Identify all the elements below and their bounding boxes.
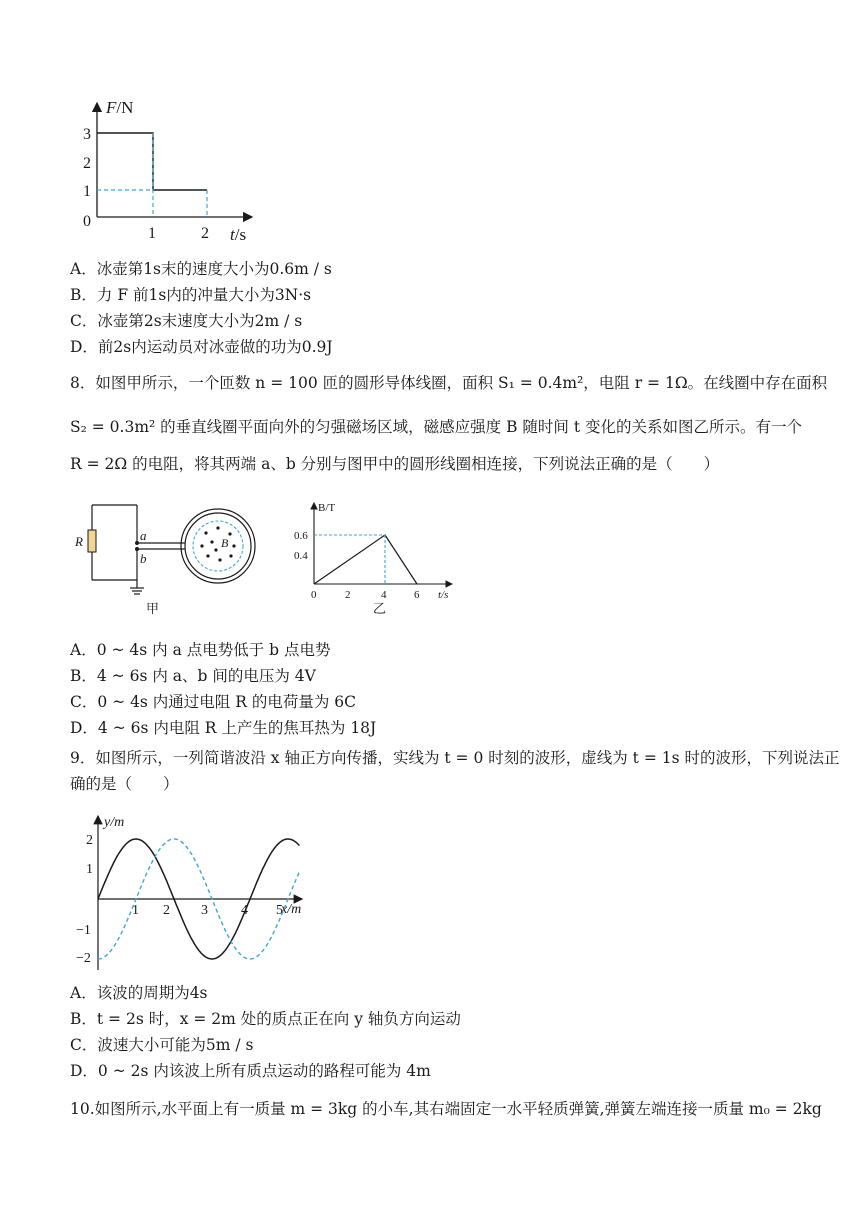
field-label: B <box>221 536 229 550</box>
caption-jia: 甲 <box>146 601 160 616</box>
q9-stem-line-2: 确的是（ ） <box>70 775 179 793</box>
q8-option-a: A．0 ~ 4s 内 a 点电势低于 b 点电势 <box>70 641 331 659</box>
q7-option-a: A．冰壶第1s末的速度大小为0.6m / s <box>70 260 332 278</box>
y-axis-label: y/m <box>104 815 125 830</box>
y-tick-0.4: 0.4 <box>294 550 308 562</box>
q8-option-c: C．0 ~ 4s 内通过电阻 R 的电荷量为 6C <box>70 693 356 711</box>
q8-figure-yi <box>290 497 470 622</box>
x-axis-label: t/s <box>230 225 247 244</box>
terminal-a-label: a <box>140 528 147 543</box>
x-tick-1: 1 <box>132 903 139 918</box>
y-tick-neg1: −1 <box>76 923 91 938</box>
field-dots <box>200 526 235 561</box>
y-tick-1: 1 <box>86 862 93 877</box>
x-tick-2: 2 <box>345 589 351 601</box>
origin-label: 0 <box>83 213 91 230</box>
q9-option-b: B．t = 2s 时，x = 2m 处的质点正在向 y 轴负方向运动 <box>70 1010 461 1028</box>
y-tick-neg2: −2 <box>76 951 91 966</box>
x-tick-5: 5 <box>276 903 283 918</box>
x-tick-3: 3 <box>201 903 208 918</box>
x-tick-2: 2 <box>201 225 209 242</box>
resistor-label: R <box>75 534 83 549</box>
y-tick-0.6: 0.6 <box>294 530 308 542</box>
q7-option-b: B．力 F 前1s内的冲量大小为3N·s <box>70 286 312 304</box>
x-tick-2: 2 <box>163 903 170 918</box>
q8-stem-line-3: R = 2Ω 的电阻，将其两端 a、b 分别与图甲中的圆形线圈相连接，下列说法正确的是（ ） <box>70 455 720 473</box>
q9-option-d: D．0 ~ 2s 内该波上所有质点运动的路程可能为 4m <box>70 1062 431 1080</box>
coil-inner <box>185 513 251 579</box>
q8-stem-line-1: 8．如图甲所示，一个匝数 n = 100 匝的圆形导体线圈，面积 S₁ = 0.4m²，电阻 r = 1Ω。在线圈中存在面积 <box>70 374 828 392</box>
q9-option-a: A．该波的周期为4s <box>70 984 208 1002</box>
q7-option-c: C．冰壶第2s末速度大小为2m / s <box>70 312 303 330</box>
force-line <box>97 133 207 190</box>
x-axis-label: x/m <box>281 902 302 917</box>
x-tick-0: 0 <box>311 589 317 601</box>
q8-option-d: D．4 ~ 6s 内电阻 R 上产生的焦耳热为 18J <box>70 719 377 737</box>
x-tick-6: 6 <box>414 589 420 601</box>
x-axis-label: t/s <box>438 589 449 601</box>
q9-option-c: C．波速大小可能为5m / s <box>70 1036 254 1054</box>
y-axis-label: F/N <box>106 98 134 117</box>
y-tick-2: 2 <box>83 155 91 172</box>
q9-stem-line-1: 9．如图所示，一列简谐波沿 x 轴正方向传播，实线为 t = 0 时刻的波形，虚线为 t = 1s 时的波形，下列说法正 <box>70 749 840 767</box>
q9-wave-graph <box>70 810 330 975</box>
x-tick-1: 1 <box>148 225 156 242</box>
q10-stem-line-1: 10.如图所示,水平面上有一质量 m = 3kg 的小车,其右端固定一水平轻质弹簧,弹簧左端连接一质量 m₀ = 2kg <box>70 1100 822 1118</box>
b-field-line <box>314 535 417 584</box>
q8-figure-jia <box>70 500 270 620</box>
y-tick-2: 2 <box>86 833 93 848</box>
q7-force-time-graph <box>70 95 270 245</box>
x-tick-4: 4 <box>381 589 387 601</box>
terminal-b-label: b <box>140 551 147 566</box>
coil-outer <box>181 509 255 583</box>
resistor <box>88 530 96 552</box>
q7-option-d: D．前2s内运动员对冰壶做的功为0.9J <box>70 338 333 356</box>
caption-yi: 乙 <box>373 601 387 616</box>
y-tick-3: 3 <box>83 126 91 143</box>
y-tick-1: 1 <box>83 183 91 200</box>
y-axis-label: B/T <box>318 502 336 514</box>
x-tick-4: 4 <box>241 903 248 918</box>
q8-option-b: B．4 ~ 6s 内 a、b 间的电压为 4V <box>70 667 316 685</box>
q8-stem-line-2: S₂ = 0.3m² 的垂直线圈平面向外的匀强磁场区域，磁感应强度 B 随时间 t 变化的关系如图乙所示。有一个 <box>70 418 802 436</box>
